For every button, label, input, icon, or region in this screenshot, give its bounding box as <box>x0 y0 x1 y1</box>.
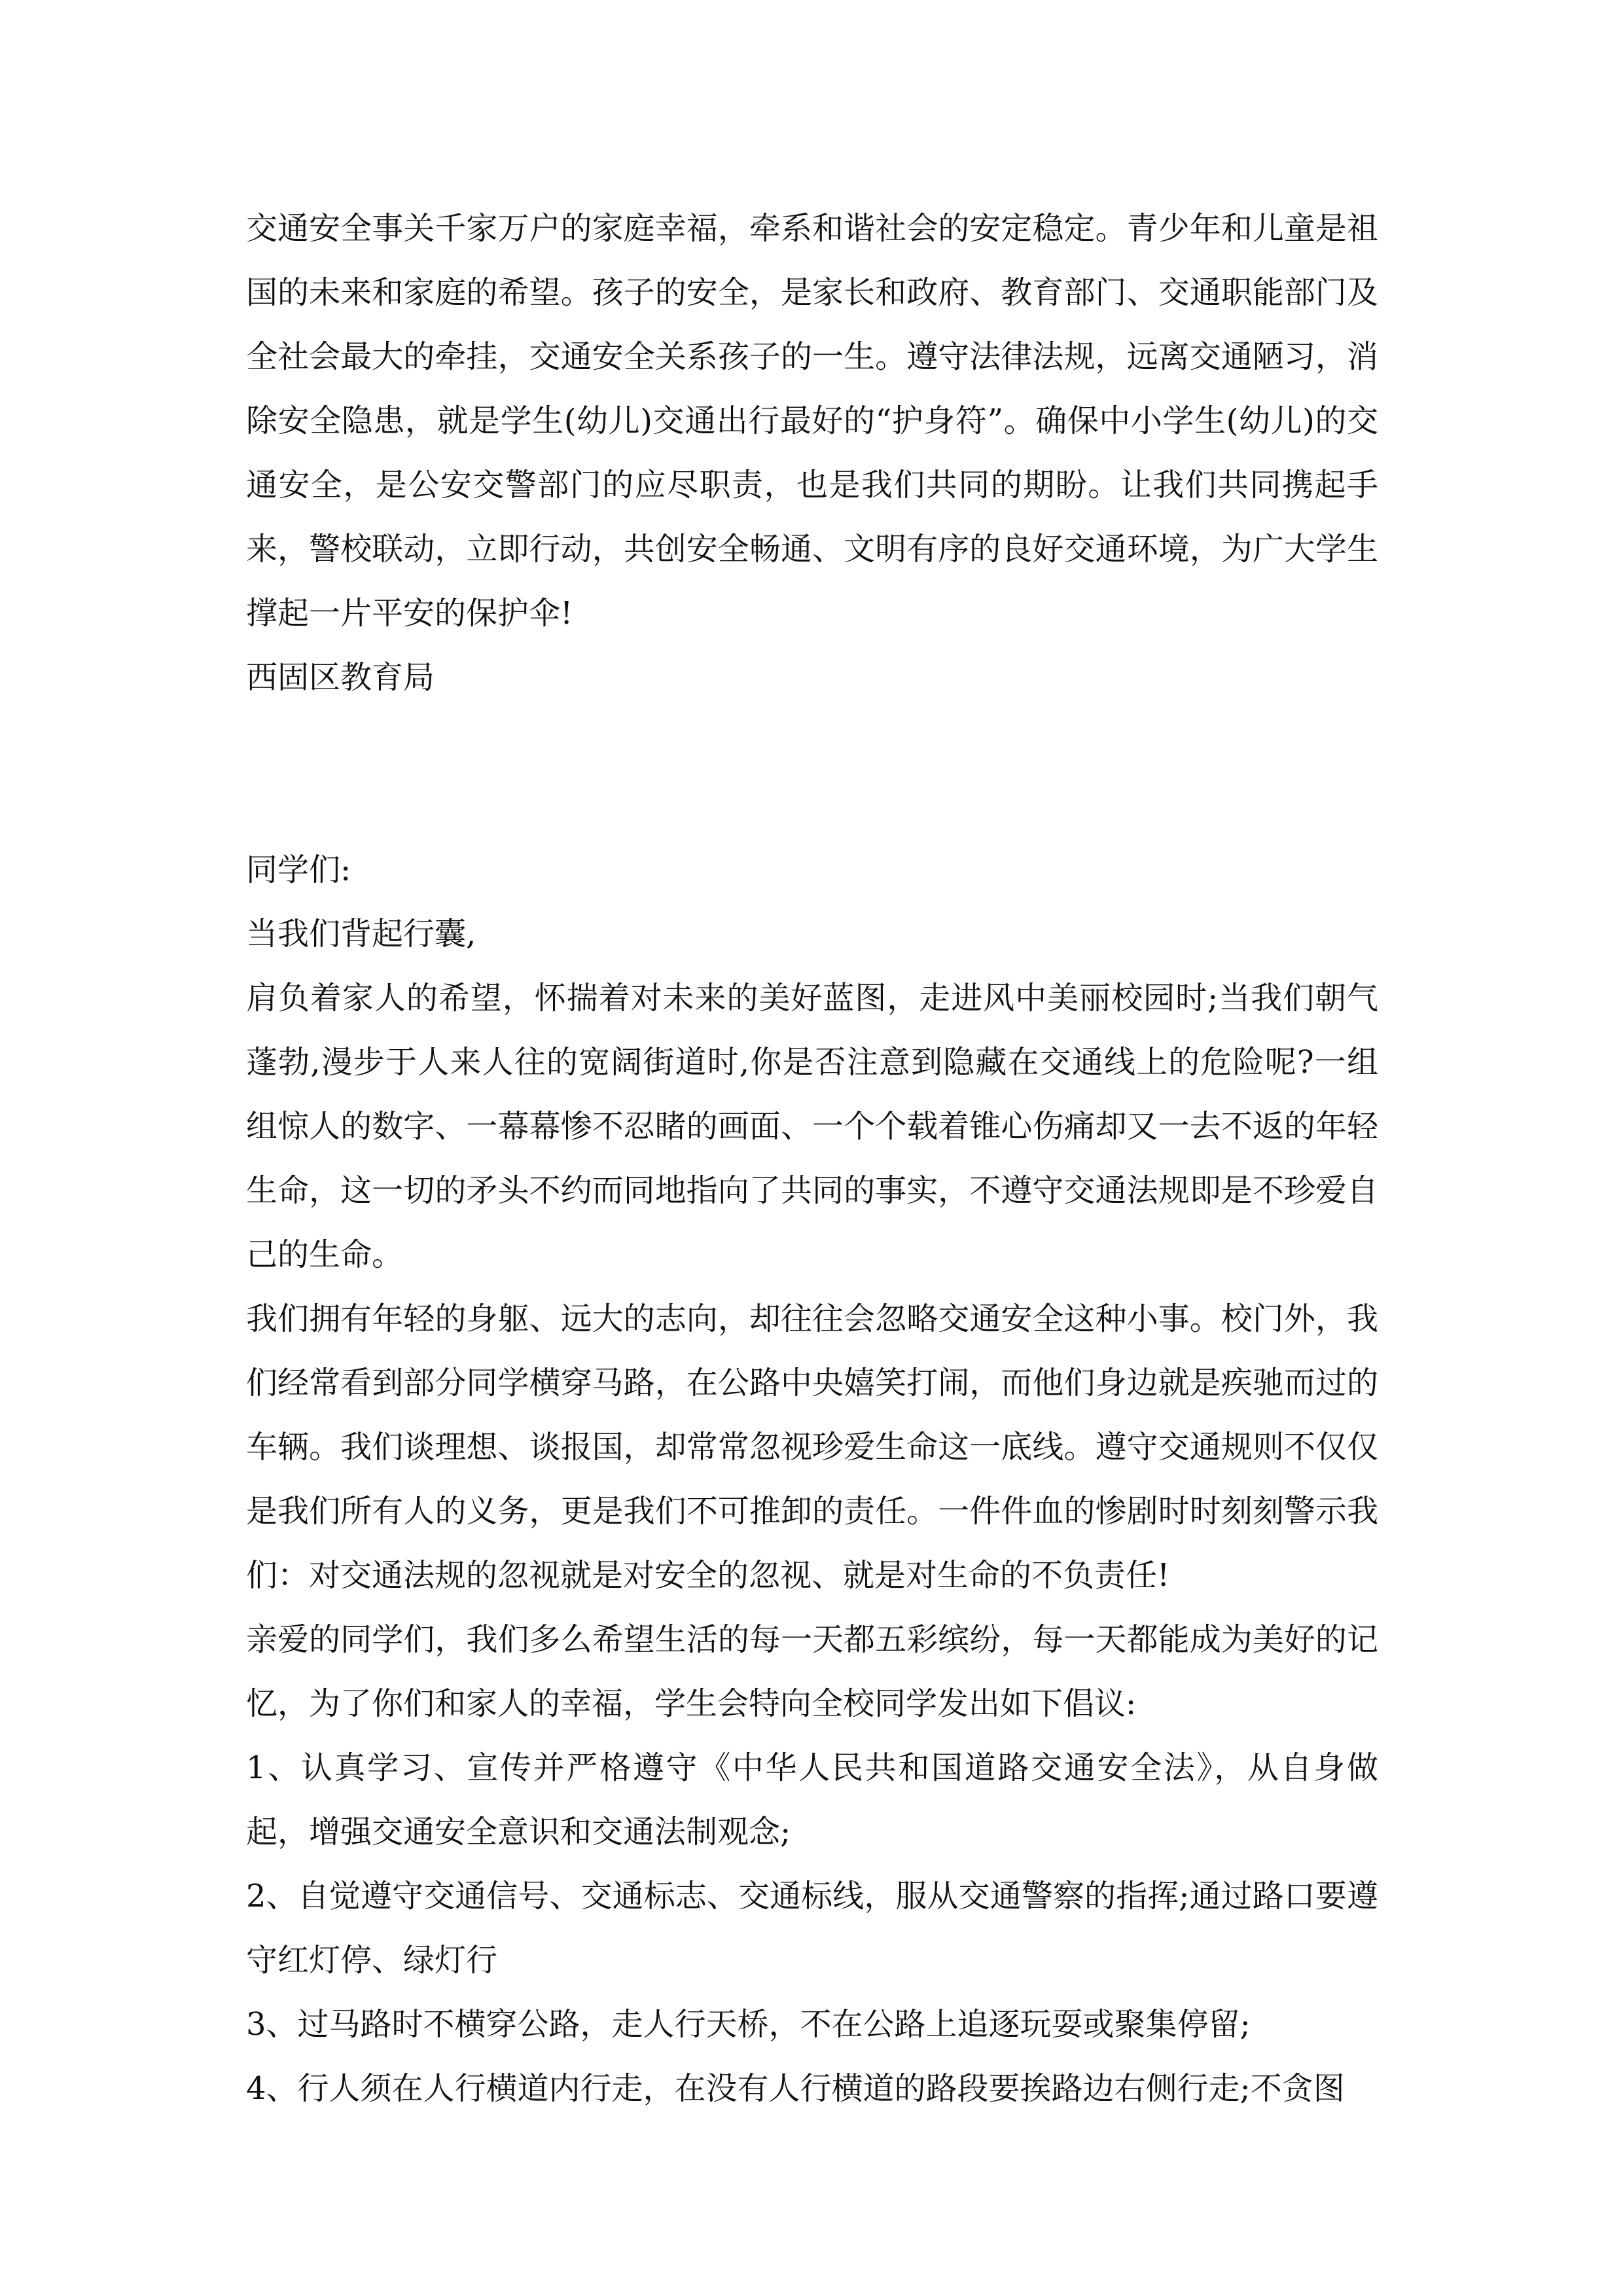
opening-line: 当我们背起行囊, <box>246 916 476 952</box>
paragraph-1: 肩负着家人的希望，怀揣着对未来的美好蓝图，走进风中美丽校园时;当我们朝气蓬勃,漫步于人来人往的宽阔街道时,你是否注意到隐藏在交通线上的危险呢?一组组惊人的数字、一幕幕惨不忍睹的画面、一个个载着锥心伤痛却又一去不返的年轻生命，这一切的矛头不约而同地指向了共同的事实，不遵守交通法规即是不珍爱自己的生命。 <box>246 980 1378 1273</box>
proposal-item-4: 4、行人须在人行横道内行走，在没有人行横道的路段要挨路边右侧行走;不贪图 <box>246 2070 1345 2107</box>
section-gap <box>246 709 1378 838</box>
intro-paragraph: 交通安全事关千家万户的家庭幸福，牵系和谐社会的安定稳定。青少年和儿童是祖国的未来和家庭的希望。孩子的安全，是家长和政府、教育部门、交通职能部门及全社会最大的牵挂，交通安全关系孩子的一生。遵守法律法规，远离交通陋习，消除安全隐患，就是学生(幼儿)交通出行最好的“护身符”。确保中小学生(幼儿)的交通安全，是公安交警部门的应尽职责，也是我们共同的期盼。让我们共同携起手来，警校联动，立即行动，共创安全畅通、文明有序的良好交通环境，为广大学生撑起一片平安的保护伞! <box>246 210 1378 632</box>
proposal-item-2: 2、自觉遵守交通信号、交通标志、交通标线，服从交通警察的指挥;通过路口要遵守红灯停、绿灯行 <box>246 1878 1378 1979</box>
proposal-item-3: 3、过马路时不横穿公路，走人行天桥，不在公路上追逐玩耍或聚集停留; <box>246 2006 1251 2043</box>
proposal-item-1: 1、认真学习、宣传并严格遵守《中华人民共和国道路交通安全法》，从自身做起，增强交通安全意识和交通法制观念; <box>246 1749 1378 1850</box>
document-body <box>246 196 1378 2121</box>
paragraph-2: 我们拥有年轻的身躯、远大的志向，却往往会忽略交通安全这种小事。校门外，我们经常看到部分同学横穿马路，在公路中央嬉笑打闹，而他们身边就是疾驰而过的车辆。我们谈理想、谈报国，却常常忽视珍爱生命这一底线。遵守交通规则不仅仅是我们所有人的义务，更是我们不可推卸的责任。一件件血的惨剧时时刻刻警示我们：对交通法规的忽视就是对安全的忽视、就是对生命的不负责任! <box>246 1300 1378 1594</box>
signature: 西固区教育局 <box>246 659 435 696</box>
paragraph-3: 亲爱的同学们，我们多么希望生活的每一天都五彩缤纷，每一天都能成为美好的记忆，为了你们和家人的幸福，学生会特向全校同学发出如下倡议: <box>246 1621 1378 1722</box>
greeting: 同学们: <box>246 852 351 888</box>
